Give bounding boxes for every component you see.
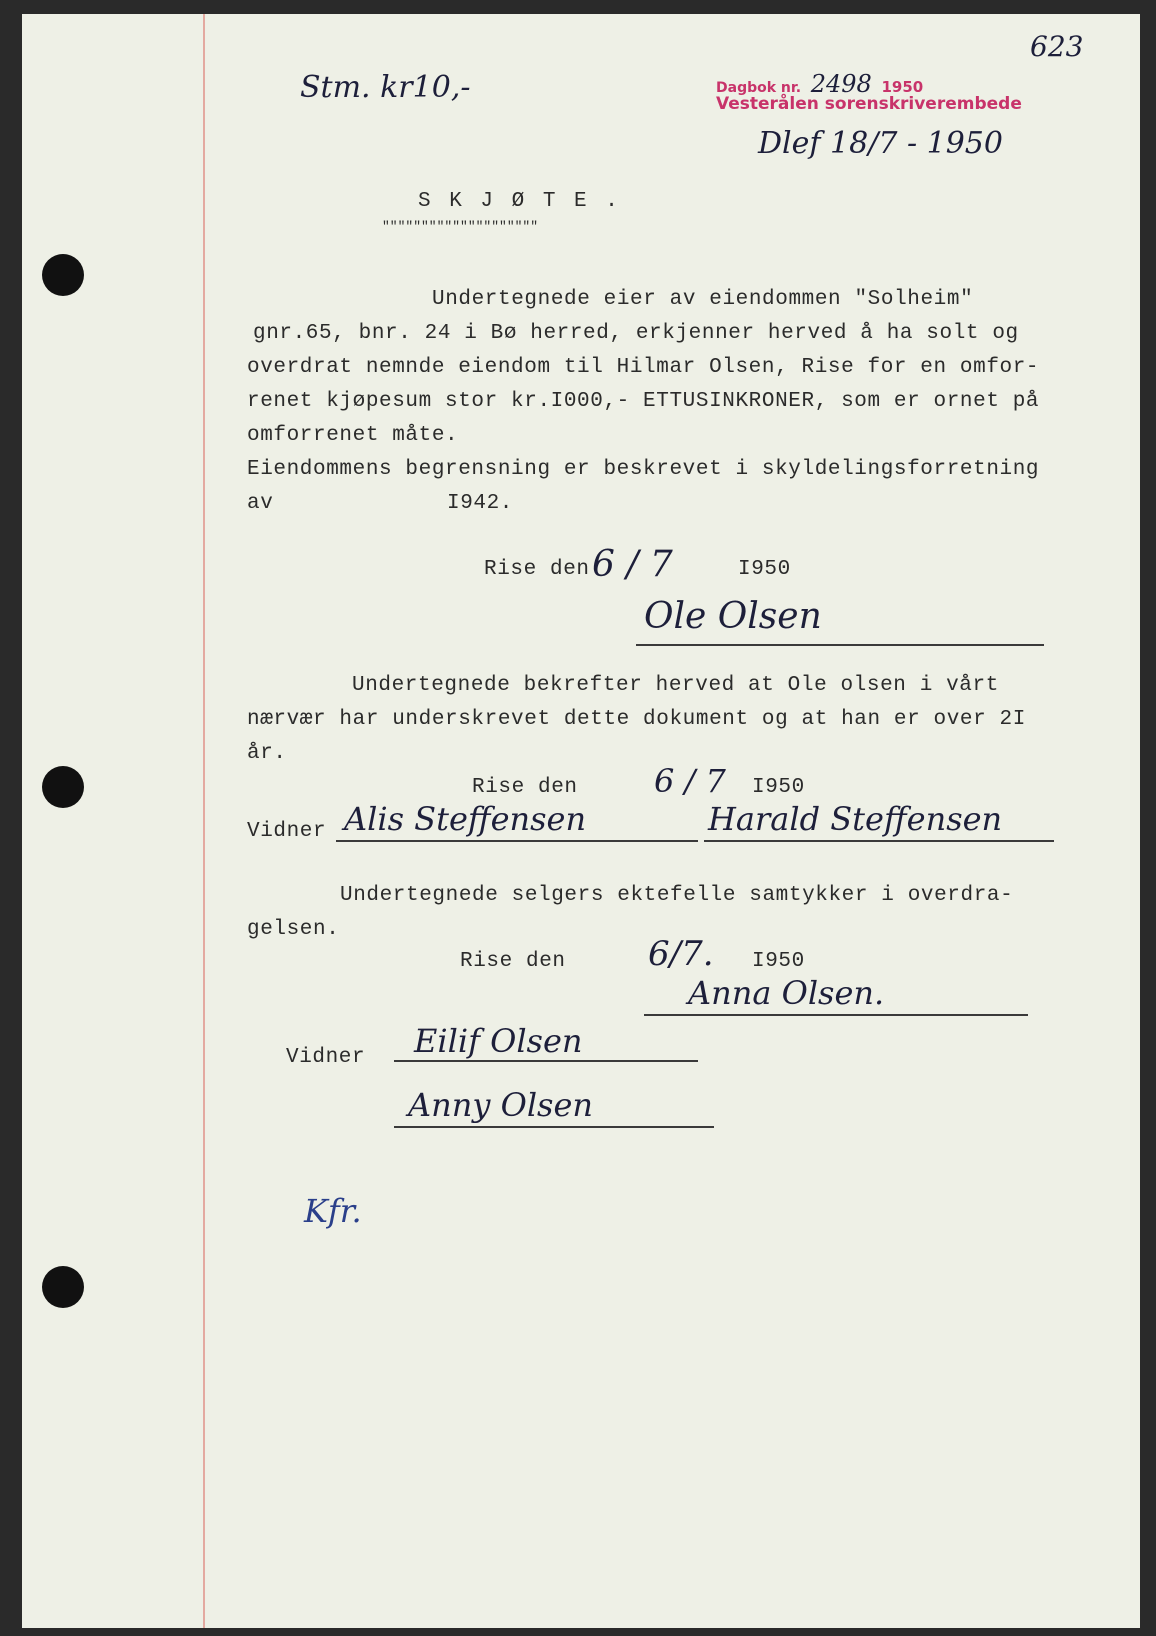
- place-label: Rise den: [460, 950, 566, 973]
- title-underline: """""""""""""""""""": [382, 219, 539, 234]
- punch-hole: [42, 766, 84, 808]
- year-label: I950: [738, 558, 791, 581]
- body-line: av: [247, 492, 274, 515]
- signature-line: [644, 1014, 1028, 1016]
- year-label: I950: [752, 950, 805, 973]
- stamp-year: 1950: [881, 78, 924, 96]
- signature-line: [704, 840, 1054, 842]
- stamp-date: Dlef 18/7 - 1950: [758, 126, 1003, 161]
- place-label: Rise den: [472, 776, 578, 799]
- handwritten-date: 6 / 7: [592, 544, 673, 585]
- spouse-text-line: gelsen.: [247, 918, 340, 941]
- witness-label: Vidner: [247, 820, 327, 843]
- signature-line: [636, 644, 1044, 646]
- witness-text-line: år.: [247, 742, 287, 765]
- registration-stamp: [716, 70, 1022, 114]
- body-line: omforrenet måte.: [247, 424, 459, 447]
- body-line: renet kjøpesum stor kr.I000,- ETTUSINKRONER, som er ornet på: [247, 390, 1040, 413]
- witness-text-line: nærvær har underskrevet dette dokument og at han er over 2I: [247, 708, 1026, 731]
- seller-signature: Ole Olsen: [644, 596, 822, 637]
- punch-hole: [42, 254, 84, 296]
- signature-line: [336, 840, 698, 842]
- stamp-prefix: Dagbok nr.: [716, 80, 802, 96]
- document-title: S K J Ø T E .: [418, 190, 621, 213]
- stamp-number: 2498: [810, 70, 872, 98]
- body-line: Undertegnede eier av eiendommen "Solheim": [432, 288, 974, 311]
- spouse-text-line: Undertegnede selgers ektefelle samtykker i overdra-: [340, 884, 1014, 907]
- witness-signature: Harald Steffensen: [708, 800, 1003, 838]
- witness-label: Vidner: [286, 1046, 366, 1069]
- year-label: I950: [752, 776, 805, 799]
- body-year: I942.: [447, 492, 514, 515]
- witness-text-line: Undertegnede bekrefter herved at Ole olsen i vårt: [352, 674, 999, 697]
- stamp-office: Vesterålen sorenskriverembede: [716, 94, 1022, 114]
- signature-line: [394, 1060, 698, 1062]
- spouse-signature: Anna Olsen.: [688, 974, 885, 1012]
- handwritten-date: 6 / 7: [654, 762, 726, 800]
- body-line: gnr.65, bnr. 24 i Bø herred, erkjenner herved å ha solt og: [253, 322, 1019, 345]
- margin-line: [203, 14, 205, 1628]
- bottom-note: Kfr.: [304, 1192, 362, 1230]
- signature-line: [394, 1126, 714, 1128]
- witness-signature: Alis Steffensen: [344, 800, 587, 838]
- body-line: Eiendommens begrensning er beskrevet i skyldelingsforretning: [247, 458, 1040, 481]
- margin-note: Stm. kr10,-: [300, 70, 471, 105]
- punch-hole: [42, 1266, 84, 1308]
- page-number: 623: [1030, 30, 1084, 63]
- place-label: Rise den: [484, 558, 590, 581]
- document-page: [22, 14, 1140, 1628]
- handwritten-date: 6/7.: [648, 934, 714, 974]
- body-line: overdrat nemnde eiendom til Hilmar Olsen, Rise for en omfor-: [247, 356, 1040, 379]
- witness-signature: Anny Olsen: [408, 1086, 594, 1124]
- witness-signature: Eilif Olsen: [414, 1022, 583, 1060]
